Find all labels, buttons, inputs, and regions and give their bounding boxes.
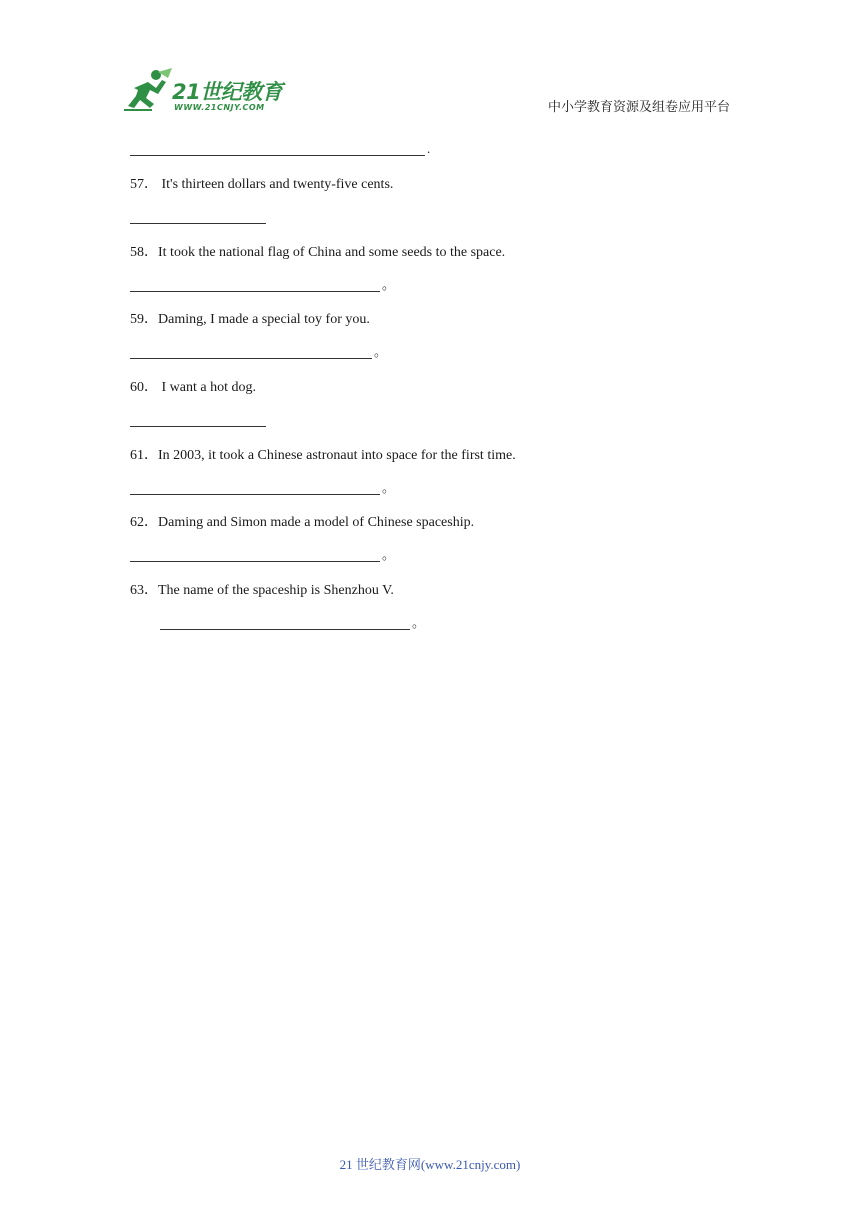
question-text: It took the national flag of China and some seeds to the space. [158, 245, 506, 260]
question-text: I want a hot dog. [158, 380, 256, 395]
page-header [0, 0, 860, 130]
logo [122, 68, 292, 116]
punctuation: 。 [382, 547, 396, 562]
answer-line-61[interactable] [130, 479, 395, 495]
answer-line-57[interactable] [130, 208, 266, 224]
question-text: Daming, I made a special toy for you. [158, 312, 370, 327]
blank-line [130, 143, 425, 156]
blank-line [130, 211, 266, 224]
question-60 [130, 376, 256, 396]
question-number: 60． [130, 380, 158, 395]
answer-line-60[interactable] [130, 411, 266, 427]
question-text: Daming and Simon made a model of Chinese spaceship. [158, 515, 475, 530]
punctuation: 。 [382, 480, 396, 495]
blank-line [130, 414, 266, 427]
question-number: 63． [130, 583, 158, 598]
answer-line-58[interactable] [130, 276, 395, 292]
blank-line [130, 279, 380, 292]
punctuation: 。 [382, 277, 396, 292]
punctuation: 。 [374, 344, 388, 359]
question-59 [130, 308, 370, 328]
question-58 [130, 241, 505, 261]
answer-line-prev[interactable] [130, 140, 430, 156]
question-text: In 2003, it took a Chinese astronaut into space for the first time. [158, 448, 516, 463]
question-57 [130, 173, 393, 193]
answer-line-59[interactable] [130, 343, 387, 359]
question-number: 61． [130, 448, 158, 463]
question-text: The name of the spaceship is Shenzhou V. [158, 583, 394, 598]
punctuation: . [427, 141, 431, 156]
logo-wordmark: 21世纪教育 [172, 80, 283, 104]
blank-line [160, 617, 410, 630]
blank-line [130, 549, 380, 562]
question-number: 58． [130, 245, 158, 260]
blank-line [130, 346, 372, 359]
question-number: 59． [130, 312, 158, 327]
logo-url: WWW.21CNJY.COM [174, 103, 265, 112]
question-62 [130, 511, 474, 531]
runner-logo-icon [122, 68, 174, 114]
blank-line [130, 482, 380, 495]
page-footer[interactable]: 21 世纪教育网(www.21cnjy.com) [339, 1157, 521, 1172]
punctuation: 。 [412, 615, 426, 630]
question-text: It's thirteen dollars and twenty-five cents. [158, 177, 394, 192]
answer-line-63[interactable] [160, 614, 425, 630]
question-number: 57． [130, 177, 158, 192]
question-63 [130, 579, 394, 599]
question-61 [130, 444, 516, 464]
header-platform-name: 中小学教育资源及组卷应用平台 [547, 99, 730, 114]
answer-line-62[interactable] [130, 546, 395, 562]
question-number: 62． [130, 515, 158, 530]
